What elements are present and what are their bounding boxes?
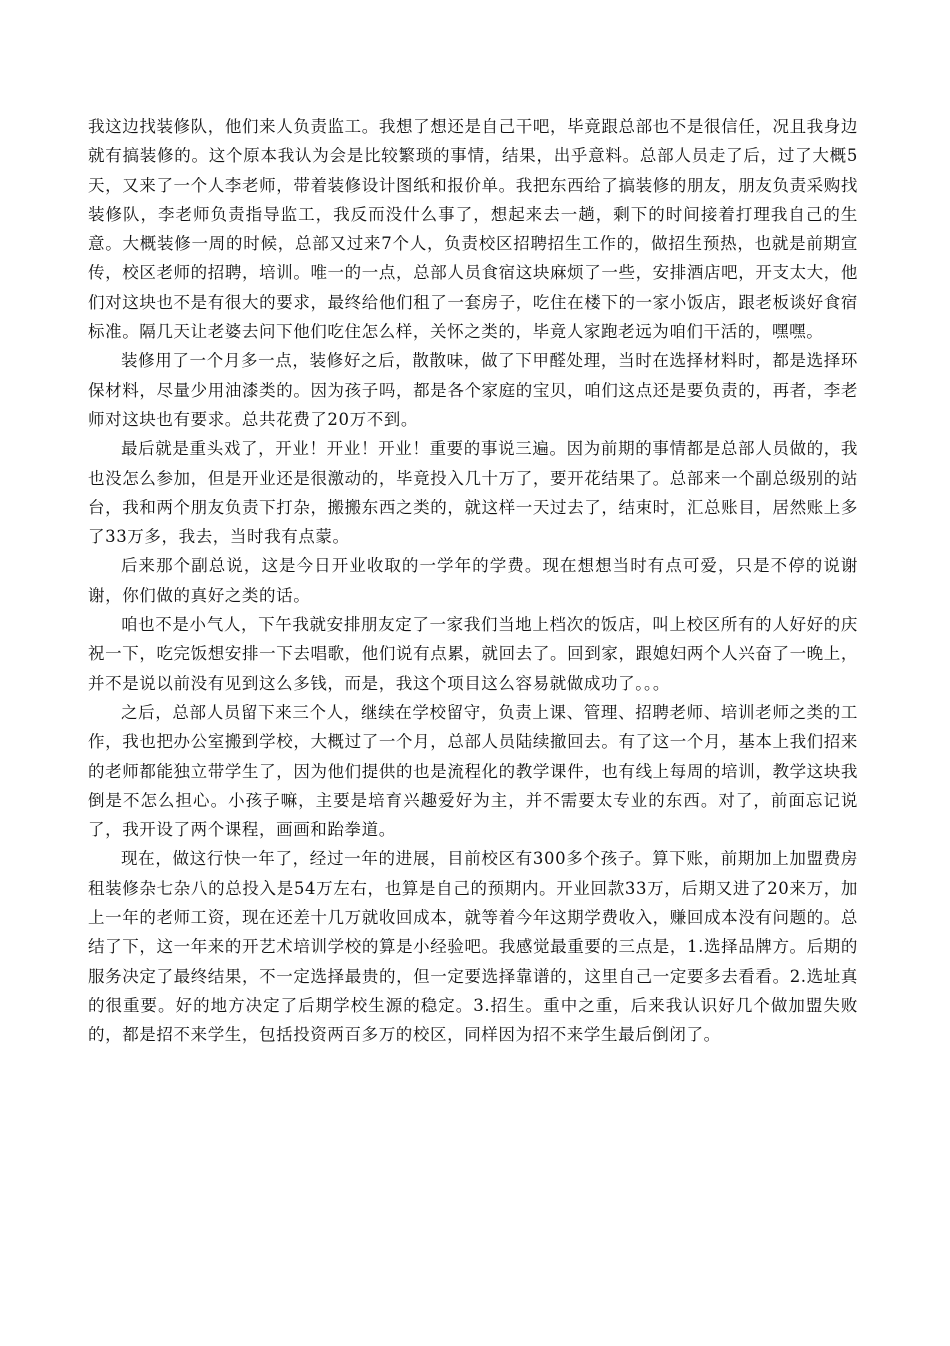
article-body <box>88 112 858 1050</box>
paragraph-renovation-start: 我这边找装修队，他们来人负责监工。我想了想还是自己干吧，毕竟跟总部也不是很信任，况且我身边就有搞装修的。这个原本我认为会是比较繁琐的事情，结果，出乎意料。总部人员走了后，过了大概5天，又来了一个人李老师，带着装修设计图纸和报价单。我把东西给了搞装修的朋友，朋友负责采购找装修队，李老师负责指导监工，我反而没什么事了，想起来去一趟，剩下的时间接着打理我自己的生意。大概装修一周的时候，总部又过来7个人，负责校区招聘招生工作的，做招生预热，也就是前期宣传，校区老师的招聘，培训。唯一的一点，总部人员食宿这块麻烦了一些，安排酒店吧，开支太大，他们对这块也不是有很大的要求，最终给他们租了一套房子，吃住在楼下的一家小饭店，跟老板谈好食宿标准。隔几天让老婆去问下他们吃住怎么样，关怀之类的，毕竟人家跑老远为咱们干活的，嘿嘿。 <box>88 117 858 342</box>
paragraph-celebration: 咱也不是小气人，下午我就安排朋友定了一家我们当地上档次的饭店，叫上校区所有的人好好的庆祝一下，吃完饭想安排一下去唱歌，他们说有点累，就回去了。回到家，跟媳妇两个人兴奋了一晚上，并不是说以前没有见到这么多钱，而是，我这个项目这么容易就做成功了。。。 <box>88 615 858 693</box>
paragraph-grand-opening: 最后就是重头戏了，开业！开业！开业！重要的事说三遍。因为前期的事情都是总部人员做的，我也没怎么参加，但是开业还是很激动的，毕竟投入几十万了，要开花结果了。总部来一个副总级别的站台，我和两个朋友负责下打杂，搬搬东西之类的，就这样一天过去了，结束时，汇总账目，居然账上多了33万多，我去，当时我有点蒙。 <box>88 439 858 547</box>
paragraph-handover: 之后，总部人员留下来三个人，继续在学校留守，负责上课、管理、招聘老师、培训老师之类的工作，我也把办公室搬到学校，大概过了一个月，总部人员陆续撤回去。有了这一个月，基本上我们招来的老师都能独立带学生了，因为他们提供的也是流程化的教学课件，也有线上每周的培训，教学这块我倒是不怎么担心。小孩子嘛，主要是培育兴趣爱好为主，并不需要太专业的东西。对了，前面忘记说了，我开设了两个课程，画画和跆拳道。 <box>88 702 858 840</box>
paragraph-tuition-explained: 后来那个副总说，这是今日开业收取的一学年的学费。现在想想当时有点可爱，只是不停的说谢谢，你们做的真好之类的话。 <box>88 556 858 605</box>
paragraph-renovation-finish: 装修用了一个月多一点，装修好之后，散散味，做了下甲醛处理，当时在选择材料时，都是选择环保材料，尽量少用油漆类的。因为孩子吗，都是各个家庭的宝贝，咱们这点还是要负责的，再者，李老师对这块也有要求。总共花费了20万不到。 <box>88 351 858 429</box>
paragraph-summary: 现在，做这行快一年了，经过一年的进展，目前校区有300多个孩子。算下账，前期加上加盟费房租装修杂七杂八的总投入是54万左右，也算是自己的预期内。开业回款33万，后期又进了20来万，加上一年的老师工资，现在还差十几万就收回成本，就等着今年这期学费收入，赚回成本没有问题的。总结了下，这一年来的开艺术培训学校的算是小经验吧。我感觉最重要的三点是，1.选择品牌方。后期的服务决定了最终结果，不一定选择最贵的，但一定要选择靠谱的，这里自己一定要多去看看。2.选址真的很重要。好的地方决定了后期学校生源的稳定。3.招生。重中之重，后来我认识好几个做加盟失败的，都是招不来学生，包括投资两百多万的校区，同样因为招不来学生最后倒闭了。 <box>88 849 858 1045</box>
